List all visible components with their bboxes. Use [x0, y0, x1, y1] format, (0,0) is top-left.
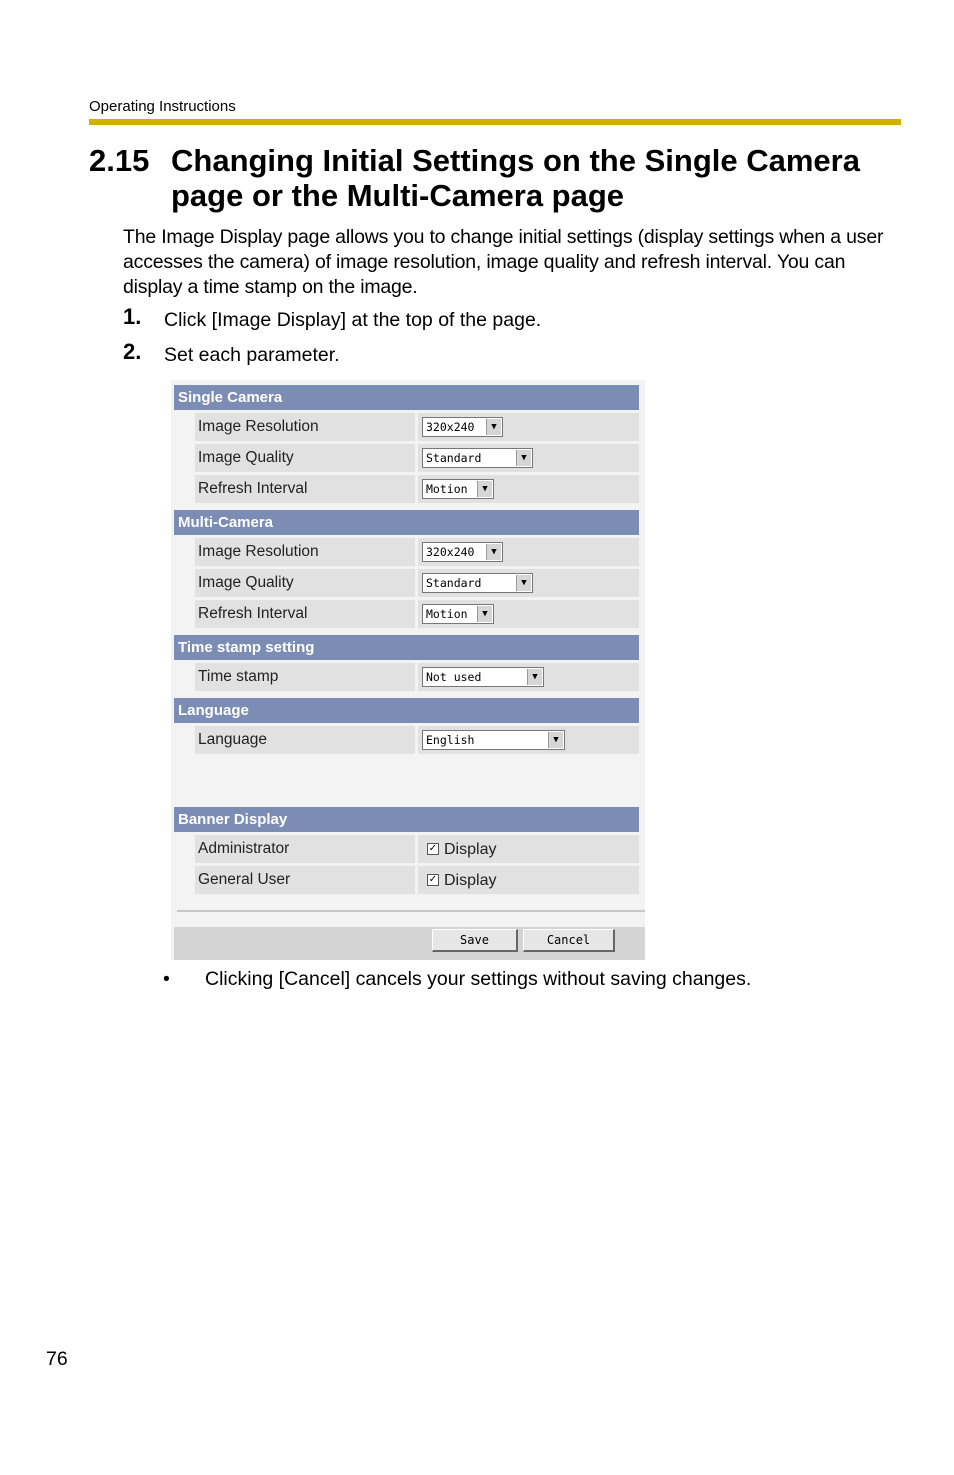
chevron-down-icon[interactable]: ▼ — [486, 419, 501, 435]
single-quality-label: Image Quality — [195, 444, 415, 472]
multi-quality-cell — [418, 569, 639, 597]
step-text: Set each parameter. — [164, 344, 340, 366]
image-display-settings-panel — [171, 380, 645, 960]
time-stamp-heading: Time stamp setting — [174, 635, 639, 660]
chevron-down-icon[interactable]: ▼ — [527, 669, 542, 685]
single-camera-heading: Single Camera — [174, 385, 639, 410]
select-value: Standard — [426, 451, 482, 465]
multi-refresh-label: Refresh Interval — [195, 600, 415, 628]
select-value: Motion — [426, 482, 468, 496]
banner-admin-option[interactable]: Display — [444, 841, 497, 858]
banner-user-checkbox[interactable]: ✓ — [428, 874, 438, 885]
chevron-down-icon[interactable]: ▼ — [486, 544, 501, 560]
step-number: 1. — [123, 304, 142, 329]
multi-quality-label: Image Quality — [195, 569, 415, 597]
single-refresh-cell — [418, 475, 639, 503]
multi-resolution-cell — [418, 538, 639, 566]
single-resolution-select[interactable] — [422, 417, 503, 437]
multi-refresh-cell — [418, 600, 639, 628]
language-label: Language — [195, 726, 415, 754]
running-header: Operating Instructions — [89, 98, 236, 115]
banner-user-label: General User — [195, 866, 415, 894]
language-cell — [418, 726, 639, 754]
multi-camera-heading: Multi-Camera — [174, 510, 639, 535]
cancel-button[interactable]: Cancel — [523, 929, 615, 952]
select-value: Not used — [426, 670, 482, 684]
chevron-down-icon[interactable]: ▼ — [516, 575, 531, 591]
banner-admin-label: Administrator — [195, 835, 415, 863]
save-button[interactable]: Save — [432, 929, 518, 952]
section-title: Changing Initial Settings on the Single Camera page or the Multi-Camera page — [171, 143, 860, 213]
banner-user-option[interactable]: Display — [444, 872, 497, 889]
chevron-down-icon[interactable]: ▼ — [477, 606, 492, 622]
select-value: English — [426, 733, 475, 747]
chevron-down-icon[interactable]: ▼ — [516, 450, 531, 466]
single-refresh-select[interactable] — [422, 479, 494, 499]
header-rule — [89, 119, 901, 125]
chevron-down-icon[interactable]: ▼ — [548, 732, 563, 748]
single-quality-cell — [418, 444, 639, 472]
multi-refresh-select[interactable] — [422, 604, 494, 624]
step-text: Click [Image Display] at the top of the page. — [164, 309, 542, 331]
banner-admin-cell — [418, 835, 639, 863]
page-number: 76 — [46, 1348, 68, 1370]
multi-resolution-select[interactable] — [422, 542, 503, 562]
multi-resolution-label: Image Resolution — [195, 538, 415, 566]
banner-user-cell — [418, 866, 639, 894]
bullet-text: Clicking [Cancel] cancels your settings without saving changes. — [205, 968, 752, 990]
select-value: Standard — [426, 576, 482, 590]
footer-divider — [177, 910, 645, 912]
select-value: 320x240 — [426, 420, 475, 434]
time-stamp-cell — [418, 663, 639, 691]
single-refresh-label: Refresh Interval — [195, 475, 415, 503]
section-number: 2.15 — [89, 143, 150, 178]
banner-admin-checkbox[interactable]: ✓ — [428, 843, 438, 854]
time-stamp-select[interactable] — [422, 667, 544, 687]
language-select[interactable] — [422, 730, 565, 750]
select-value: 320x240 — [426, 545, 475, 559]
bullet-icon: • — [163, 968, 170, 990]
multi-quality-select[interactable] — [422, 573, 533, 593]
select-value: Motion — [426, 607, 468, 621]
time-stamp-label: Time stamp — [195, 663, 415, 691]
intro-paragraph: The Image Display page allows you to change initial settings (display settings when a user accesses the camera) of image resolution, image quality and refresh interval. You can display a time stamp on the image. — [123, 226, 884, 298]
chevron-down-icon[interactable]: ▼ — [477, 481, 492, 497]
single-resolution-label: Image Resolution — [195, 413, 415, 441]
banner-display-heading: Banner Display — [174, 807, 639, 832]
step-number: 2. — [123, 339, 142, 364]
single-quality-select[interactable] — [422, 448, 533, 468]
single-resolution-cell — [418, 413, 639, 441]
language-heading: Language — [174, 698, 639, 723]
